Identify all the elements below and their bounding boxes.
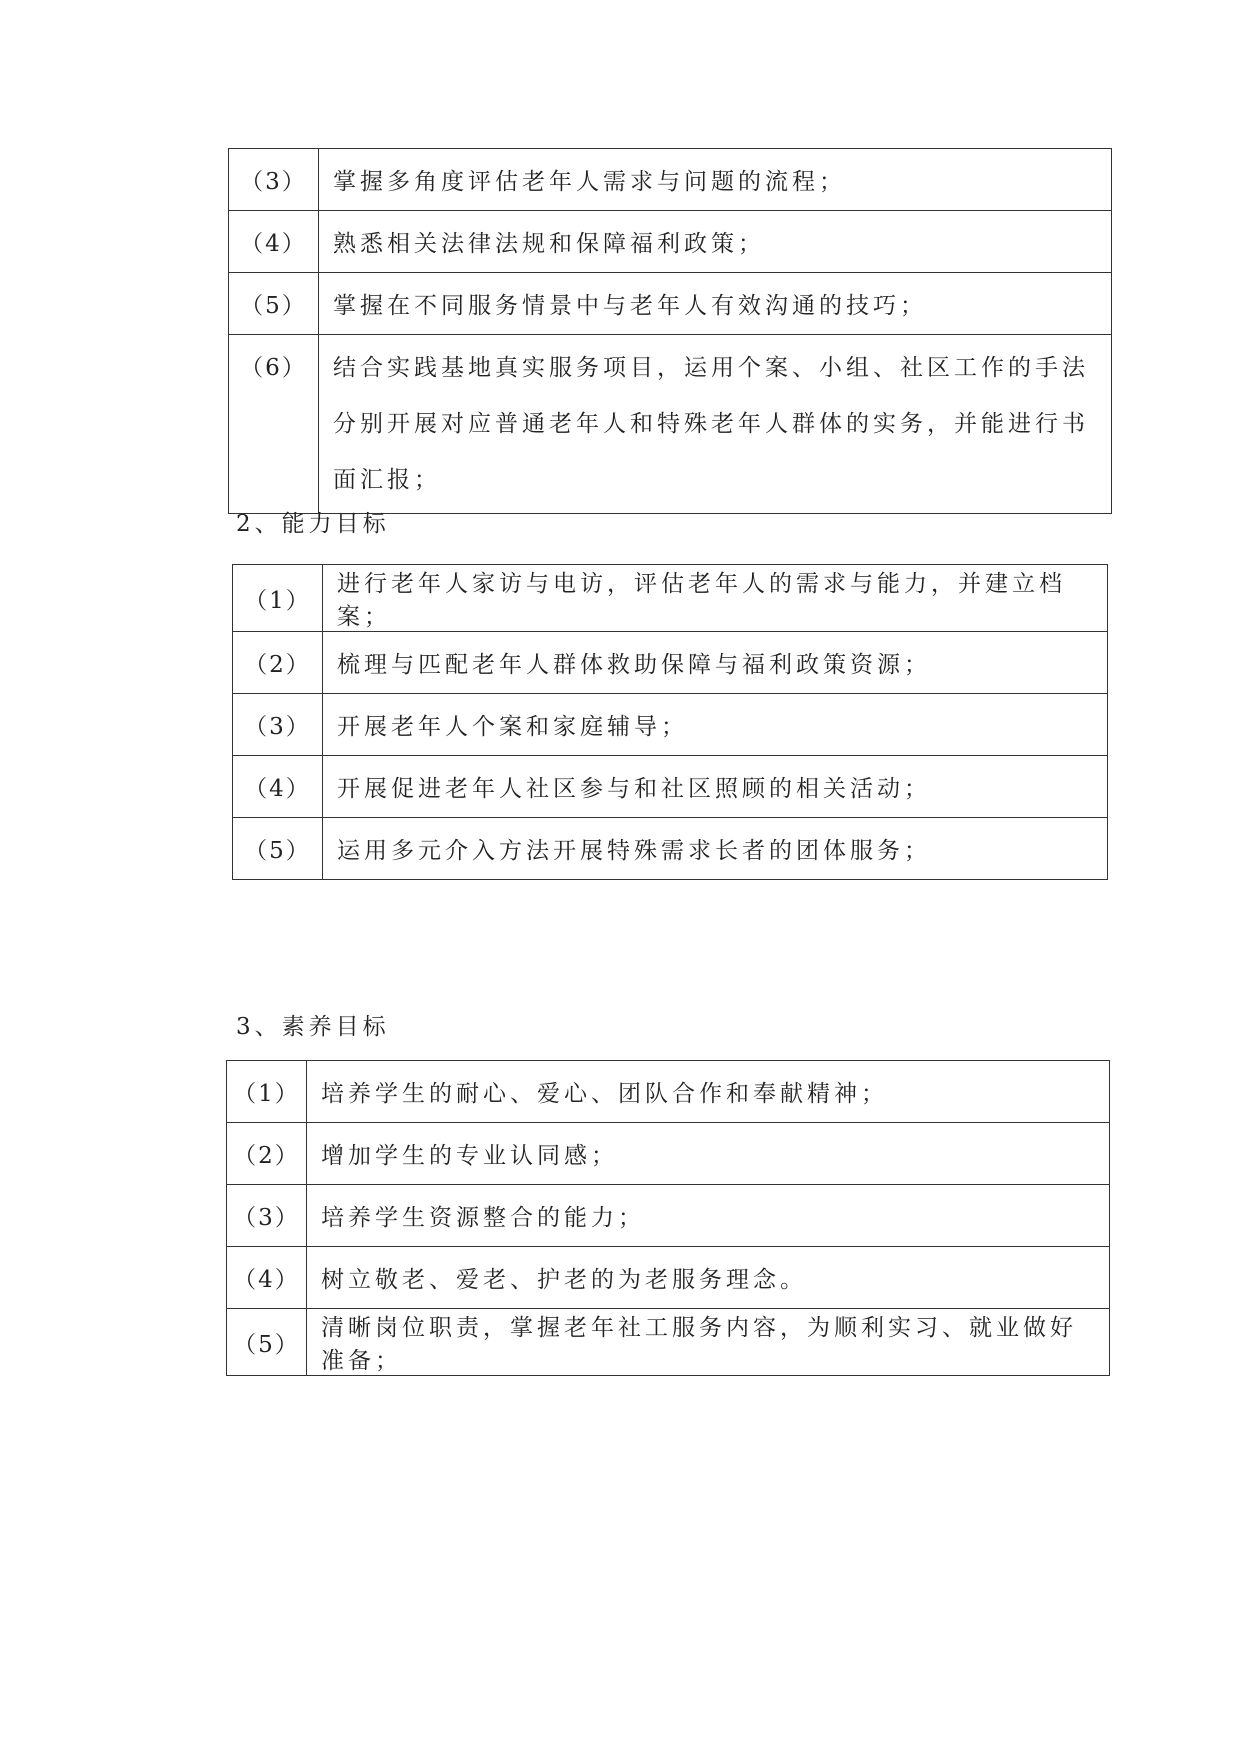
row-text: 运用多元介入方法开展特殊需求长者的团体服务； xyxy=(323,818,1108,880)
row-number: （3） xyxy=(229,149,319,211)
table-row xyxy=(229,335,1112,514)
table-row xyxy=(229,149,1112,211)
row-text: 培养学生的耐心、爱心、团队合作和奉献精神； xyxy=(307,1061,1110,1123)
row-number: （5） xyxy=(229,273,319,335)
row-number: （5） xyxy=(227,1309,307,1376)
row-text: 增加学生的专业认同感； xyxy=(307,1123,1110,1185)
row-text: 结合实践基地真实服务项目，运用个案、小组、社区工作的手法分别开展对应普通老年人和特殊老年人群体的实务，并能进行书面汇报； xyxy=(319,335,1112,514)
table-row xyxy=(229,211,1112,273)
row-number: （3） xyxy=(227,1185,307,1247)
table-row xyxy=(227,1061,1110,1123)
row-text: 掌握在不同服务情景中与老年人有效沟通的技巧； xyxy=(319,273,1112,335)
row-text: 梳理与匹配老年人群体救助保障与福利政策资源； xyxy=(323,632,1108,694)
row-number: （3） xyxy=(233,694,323,756)
table-row xyxy=(227,1185,1110,1247)
table-row xyxy=(227,1123,1110,1185)
row-number: （2） xyxy=(227,1123,307,1185)
row-text: 培养学生资源整合的能力； xyxy=(307,1185,1110,1247)
row-text: 熟悉相关法律法规和保障福利政策； xyxy=(319,211,1112,273)
row-number: （4） xyxy=(229,211,319,273)
row-number: （2） xyxy=(233,632,323,694)
table-row xyxy=(229,273,1112,335)
quality-objectives-table xyxy=(226,1060,1110,1376)
ability-objectives-table xyxy=(232,564,1108,880)
row-number: （1） xyxy=(233,565,323,632)
table-row xyxy=(233,632,1108,694)
table-row xyxy=(227,1309,1110,1376)
table-row xyxy=(227,1247,1110,1309)
row-number: （1） xyxy=(227,1061,307,1123)
table-row xyxy=(233,565,1108,632)
knowledge-objectives-table xyxy=(228,148,1112,514)
row-number: （5） xyxy=(233,818,323,880)
row-text: 掌握多角度评估老年人需求与问题的流程； xyxy=(319,149,1112,211)
row-text: 清晰岗位职责，掌握老年社工服务内容，为顺利实习、就业做好准备； xyxy=(307,1309,1110,1376)
row-number: （4） xyxy=(227,1247,307,1309)
row-text: 开展促进老年人社区参与和社区照顾的相关活动； xyxy=(323,756,1108,818)
row-text: 开展老年人个案和家庭辅导； xyxy=(323,694,1108,756)
table-row xyxy=(233,694,1108,756)
row-text: 进行老年人家访与电访，评估老年人的需求与能力，并建立档案； xyxy=(323,565,1108,632)
quality-heading: 3、素养目标 xyxy=(236,1014,390,1040)
row-number: （4） xyxy=(233,756,323,818)
table-row xyxy=(233,756,1108,818)
table-row xyxy=(233,818,1108,880)
ability-heading: 2、能力目标 xyxy=(236,511,390,537)
row-number: （6） xyxy=(229,335,319,514)
row-text: 树立敬老、爱老、护老的为老服务理念。 xyxy=(307,1247,1110,1309)
